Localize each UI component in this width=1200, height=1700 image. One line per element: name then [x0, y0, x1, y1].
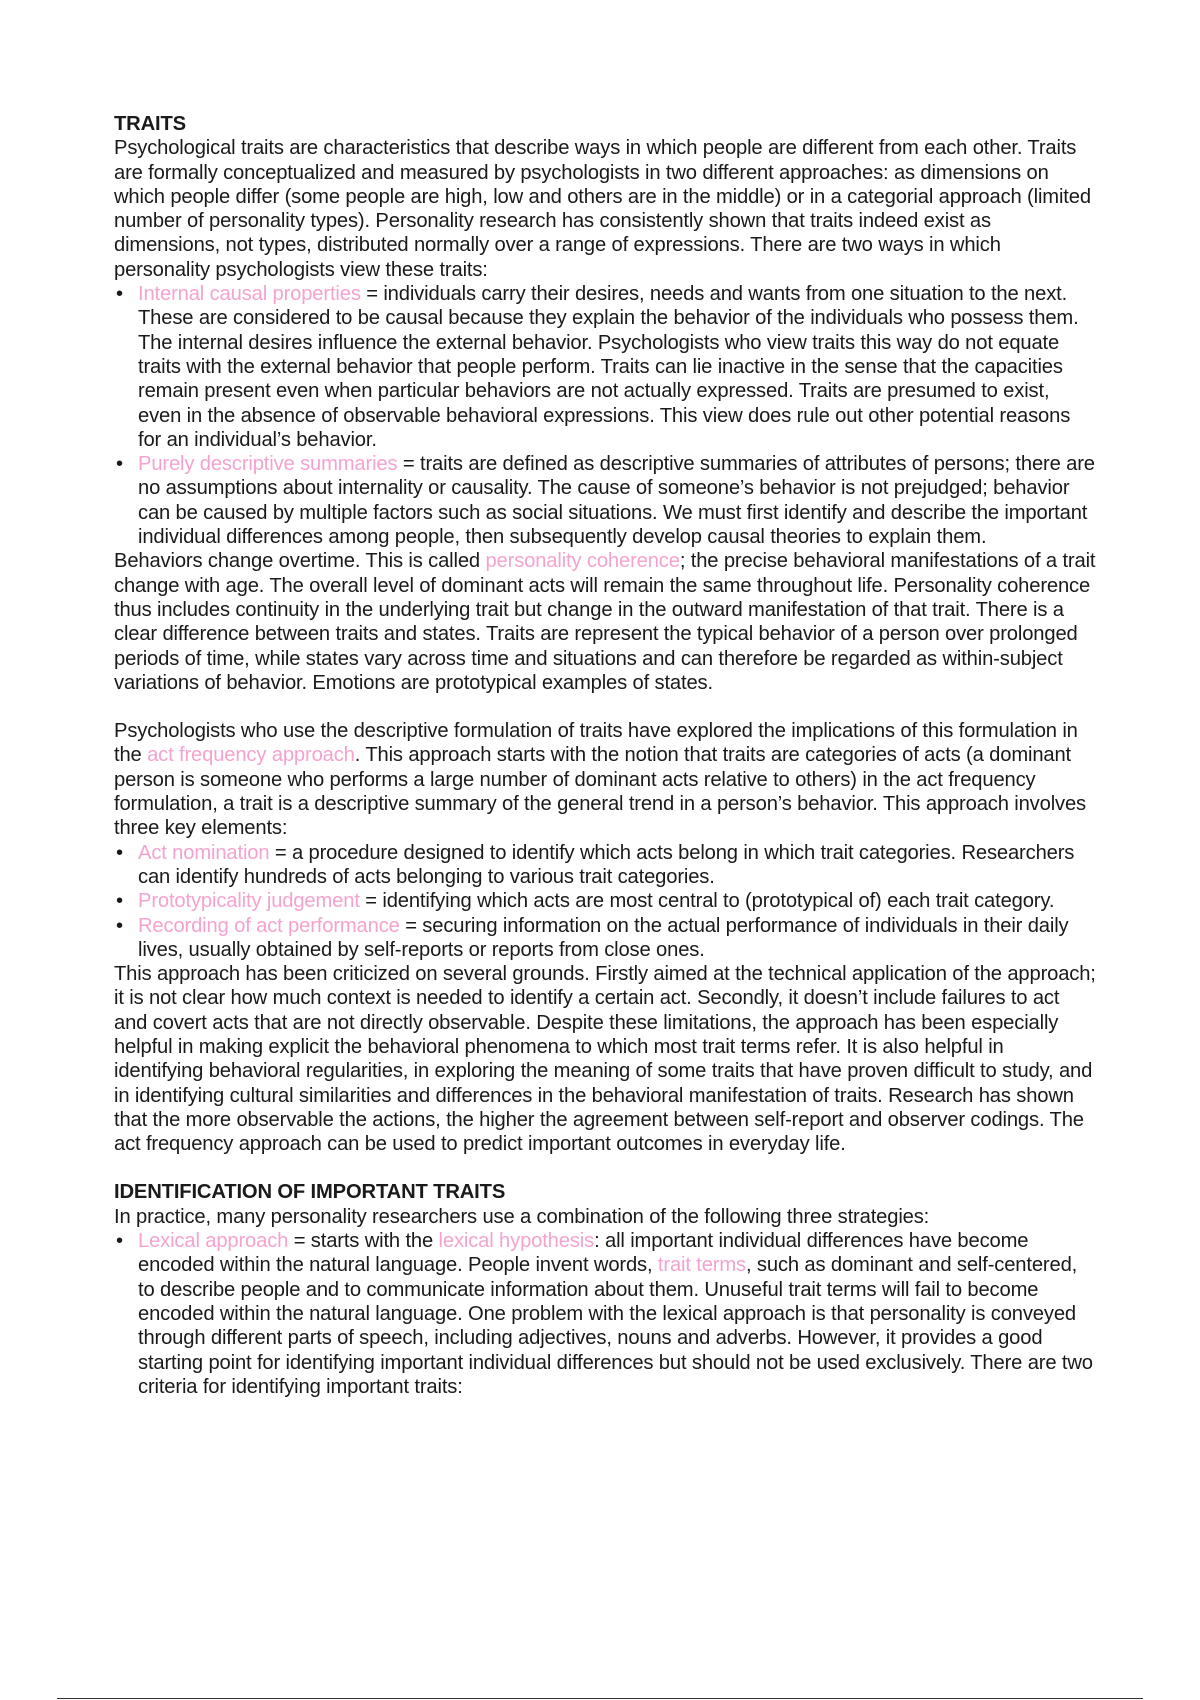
list-item [114, 914, 1096, 963]
term-trait-terms: trait terms [657, 1254, 746, 1277]
list-item [114, 1229, 1096, 1399]
bullet-icon: • [116, 914, 123, 937]
document-page [114, 112, 1096, 1399]
bullet-icon: • [116, 453, 123, 476]
criticism-paragraph: This approach has been criticized on several grounds. Firstly aimed at the technical application of the approach; it is not clear how much context is needed to identify a certain act. Secondly, it doesn’t include failures to act and covert acts that are not directly observable. Despite these limitations, the approach has been especially helpful in making explicit the behavioral phenomena to which most trait terms refer. It is also helpful in identifying behavioral regularities, in exploring the meaning of some traits that have proven difficult to study, and in identifying cultural similarities and differences in the behavioral manifestation of traits. Research has shown that the more observable the actions, the higher the agreement between self-report and observer codings. The act frequency approach can be used to predict important outcomes in everyday life. [114, 963, 1096, 1156]
term-personality-coherence: personality coherence [485, 550, 680, 573]
paragraph-text: . This approach starts with the notion that traits are categories of acts (a dominant person is someone who performs a large number of dominant acts relative to others) in the act frequency formulation, a trait is a descriptive summary of the general trend in a person’s behavior. This approach involves three key elements: [114, 744, 1087, 840]
definition-text: , such as dominant and self-centered, to describe people and to communicate information about them. Unuseful trait terms will fail to become encoded within the natural language. One problem with the lexical approach is that personality is conveyed through different parts of speech, including adjectives, nouns and adverbs. However, it provides a good starting point for identifying important individual differences but should not be used exclusively. There are two criteria for identifying important traits: [138, 1254, 1093, 1398]
section-heading-identification: IDENTIFICATION OF IMPORTANT TRAITS [114, 1181, 506, 1204]
bullet-icon: • [116, 283, 123, 306]
definition-text: = starts with the [288, 1230, 439, 1253]
paragraph-spacer [114, 1156, 1096, 1180]
bullet-icon: • [116, 890, 123, 913]
act-frequency-paragraph [114, 719, 1096, 840]
term-act-frequency-approach: act frequency approach [147, 744, 355, 767]
list-item [114, 841, 1096, 890]
definition-text: = a procedure designed to identify which acts belong in which trait categories. Researchers can identify hundreds of acts belonging to various trait categories. [138, 841, 1075, 888]
term-recording-of-act-performance: Recording of act performance [138, 914, 400, 937]
paragraph-text: Behaviors change overtime. This is called [114, 550, 486, 573]
term-internal-causal-properties: Internal causal properties [138, 283, 361, 306]
definition-text: : all important individual differences have become encoded within the natural language. People invent words, [138, 1230, 1029, 1277]
trait-views-list [114, 282, 1096, 549]
list-item [114, 282, 1096, 452]
traits-intro-paragraph: Psychological traits are characteristics that describe ways in which people are different from each other. Traits are formally conceptualized and measured by psychologists in two different approaches: as dimensions on which people differ (some people are high, low and others are in the middle) or in a categorial approach (limited number of personality types). Personality research has consistently shown that traits indeed exist as dimensions, not types, distributed normally over a range of expressions. There are two ways in which personality psychologists view these traits: [114, 137, 1091, 281]
paragraph-text: ; the precise behavioral manifestations of a trait change with age. The overall level of dominant acts will remain the same throughout life. Personality coherence thus includes continuity in the underlying trait but change in the outward manifestation of that trait. There is a clear difference between traits and states. Traits are represent the typical behavior of a person over prolonged periods of time, while states vary across time and situations and can therefore be regarded as within-subject variations of behavior. Emotions are prototypical examples of states. [114, 550, 1096, 694]
strategies-list [114, 1229, 1096, 1399]
bullet-icon: • [116, 1230, 123, 1253]
key-elements-list [114, 841, 1096, 962]
term-act-nomination: Act nomination [138, 841, 270, 864]
coherence-paragraph [114, 549, 1096, 695]
definition-text: = securing information on the actual performance of individuals in their daily lives, usually obtained by self-reports or reports from close ones. [138, 914, 1069, 961]
paragraph-text: Psychologists who use the descriptive formulation of traits have explored the implications of this formulation in the [114, 720, 1078, 767]
bullet-icon: • [116, 841, 123, 864]
list-item [114, 889, 1096, 913]
page-bottom-rule [57, 1698, 1143, 1699]
term-purely-descriptive-summaries: Purely descriptive summaries [138, 453, 398, 476]
paragraph-spacer [114, 695, 1096, 719]
identification-intro-paragraph: In practice, many personality researchers use a combination of the following three strategies: [114, 1205, 930, 1228]
term-lexical-hypothesis: lexical hypothesis [438, 1230, 595, 1253]
term-lexical-approach: Lexical approach [138, 1230, 289, 1253]
term-prototypicality-judgement: Prototypicality judgement [138, 890, 360, 913]
definition-text: = individuals carry their desires, needs and wants from one situation to the next. These are considered to be causal because they explain the behavior of the individuals who possess them. The internal desires influence the external behavior. Psychologists who view traits this way do not equate traits with the external behavior that people perform. Traits can lie inactive in the sense that the capacities remain present even when particular behaviors are not actually expressed. Traits are presumed to exist, even in the absence of observable behavioral expressions. This view does rule out other potential reasons for an individual’s behavior. [138, 283, 1079, 451]
definition-text: = traits are defined as descriptive summaries of attributes of persons; there are no assumptions about internality or causality. The cause of someone’s behavior is not prejudged; behavior can be caused by multiple factors such as social situations. We must first identify and describe the important individual differences among people, then subsequently develop causal theories to explain them. [138, 453, 1095, 549]
list-item [114, 452, 1096, 549]
definition-text: = identifying which acts are most central to (prototypical of) each trait category. [359, 890, 1055, 913]
section-heading-traits: TRAITS [114, 113, 186, 135]
